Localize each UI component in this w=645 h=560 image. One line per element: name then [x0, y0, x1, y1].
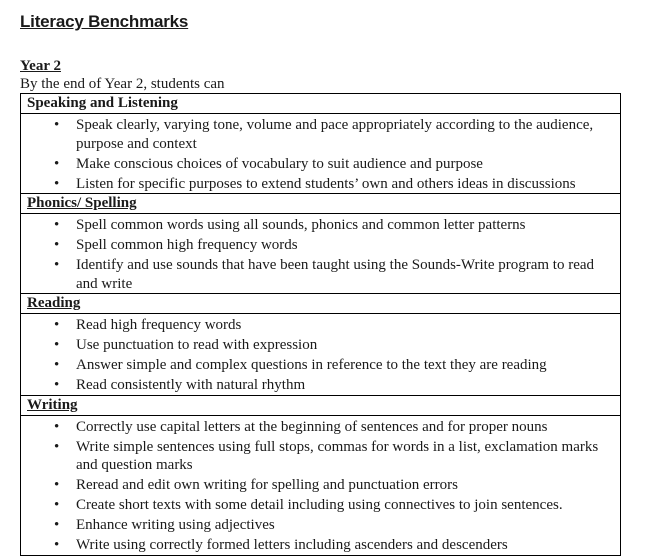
section-heading-reading: Reading: [21, 294, 620, 314]
bullet-icon: •: [54, 155, 60, 172]
bullet-icon: •: [54, 317, 60, 333]
list-item-text: Use punctuation to read with expression: [76, 337, 318, 353]
bullet-icon: •: [54, 377, 60, 393]
bullet-icon: •: [54, 357, 60, 373]
bullet-list: [21, 216, 620, 293]
bullet-icon: •: [54, 257, 60, 273]
bullet-icon: •: [54, 217, 60, 233]
section-body-writing: [21, 416, 620, 555]
bullet-icon: •: [54, 175, 60, 192]
bullet-icon: •: [54, 418, 60, 435]
list-item-text: Write simple sentences using full stops, commas for words in a list, exclamation marks and question marks: [76, 438, 599, 473]
bullet-list: [21, 418, 620, 555]
list-item: [21, 376, 620, 395]
bullet-icon: •: [54, 117, 60, 133]
list-item-text: Read high frequency words: [76, 317, 242, 333]
section-body-reading: [21, 314, 620, 396]
list-item: [21, 496, 620, 515]
bullet-icon: •: [54, 337, 60, 353]
list-item-text: Correctly use capital letters at the beginning of sentences and for proper nouns: [76, 418, 548, 435]
bullet-icon: •: [54, 497, 60, 513]
list-item-text: Listen for specific purposes to extend students’ own and others ideas in discussions: [76, 175, 576, 192]
document-title: Literacy Benchmarks: [20, 12, 189, 31]
section-body-phonics-spelling: [21, 214, 620, 294]
list-item: [21, 216, 620, 235]
list-item-text: Create short texts with some detail including using connectives to join sentences.: [76, 497, 563, 513]
list-item-text: Reread and edit own writing for spelling and punctuation errors: [76, 477, 458, 493]
year-heading: Year 2: [20, 58, 61, 74]
section-body-speaking-listening: [21, 114, 620, 194]
section-heading-speaking-listening: Speaking and Listening: [21, 94, 620, 114]
bullet-icon: •: [54, 438, 60, 455]
list-item: [21, 356, 620, 375]
list-item-text: Identify and use sounds that have been taught using the Sounds-Write program to read and write: [76, 257, 595, 292]
list-item-text: Spell common words using all sounds, phonics and common letter patterns: [76, 217, 526, 233]
list-item: [21, 236, 620, 255]
intro-text: By the end of Year 2, students can: [20, 76, 225, 92]
bullet-icon: •: [54, 477, 60, 493]
bullet-icon: •: [54, 237, 60, 253]
benchmarks-table: [20, 93, 621, 556]
list-item: [21, 418, 620, 437]
bullet-icon: •: [54, 537, 60, 553]
bullet-list: [21, 116, 620, 193]
list-item: [21, 336, 620, 355]
list-item: [21, 438, 620, 475]
list-item: [21, 516, 620, 535]
section-heading-writing: Writing: [21, 396, 620, 416]
section-heading-phonics-spelling: Phonics/ Spelling: [21, 194, 620, 214]
list-item: [21, 536, 620, 555]
list-item: [21, 256, 620, 293]
list-item: [21, 476, 620, 495]
list-item-text: Make conscious choices of vocabulary to suit audience and purpose: [76, 155, 483, 172]
list-item-text: Write using correctly formed letters including ascenders and descenders: [76, 537, 508, 553]
list-item-text: Speak clearly, varying tone, volume and pace appropriately according to the audience, purpose and context: [76, 117, 594, 152]
list-item: [21, 155, 620, 174]
bullet-icon: •: [54, 517, 60, 533]
list-item: [21, 116, 620, 153]
list-item-text: Read consistently with natural rhythm: [76, 377, 306, 393]
list-item-text: Enhance writing using adjectives: [76, 517, 275, 533]
list-item: [21, 316, 620, 335]
list-item: [21, 175, 620, 194]
list-item-text: Spell common high frequency words: [76, 237, 298, 253]
bullet-list: [21, 316, 620, 395]
list-item-text: Answer simple and complex questions in reference to the text they are reading: [76, 357, 547, 373]
